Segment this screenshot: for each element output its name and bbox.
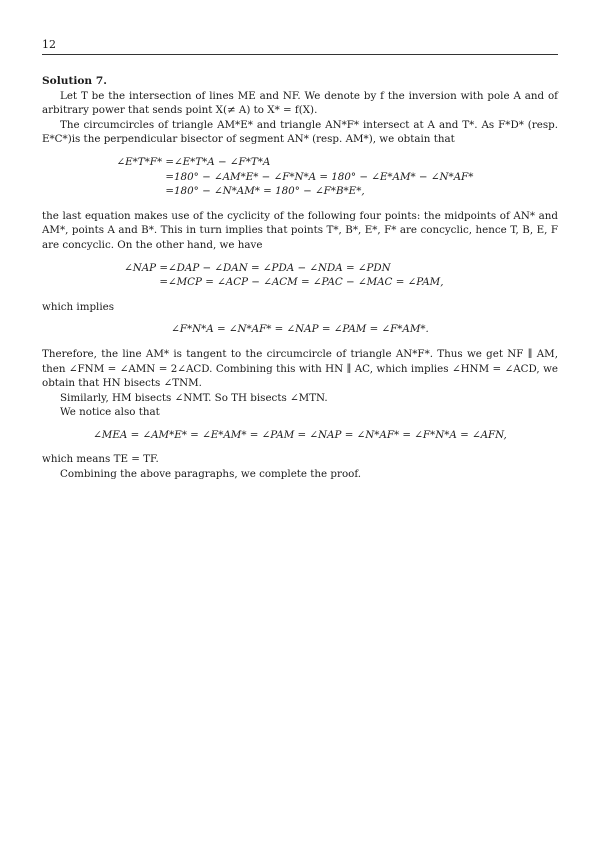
eq2-line2-rhs: ∠MCP = ∠ACP − ∠ACM = ∠PAC − ∠MAC = ∠PAM, <box>168 276 444 289</box>
paragraph-4: which implies <box>42 300 115 313</box>
equation-block-1 <box>42 155 558 199</box>
eq1-line1-lhs: ∠E*T*F* = <box>116 155 174 168</box>
solution-title: Solution 7. <box>42 75 107 87</box>
eq1-line2-rhs: 180° − ∠AM*E* − ∠F*N*A = 180° − ∠E*AM* − ∠N*AF* <box>174 170 474 183</box>
eq1-line3-rhs: 180° − ∠N*AM* = 180° − ∠F*B*E*, <box>174 185 365 198</box>
paragraph-6: Similarly, HM bisects ∠NMT. So TH bisects ∠MTN. <box>60 391 328 404</box>
page-number: 12 <box>42 38 56 51</box>
eq1-line1-rhs: ∠E*T*A − ∠F*T*A <box>174 155 271 168</box>
eq2-line2-lhs: = <box>159 276 168 289</box>
paragraph-5: Therefore, the line AM* is tangent to the circumcircle of triangle AN*F*. Thus we get NF ∥ AM, then ∠FNM = ∠AMN = 2∠ACD. Combining this with HN ∥ AC, which implies ∠HNM = ∠ACD, we obtain that HN bisects ∠TNM. <box>42 347 558 390</box>
header-rule <box>42 54 558 55</box>
equation-block-2 <box>42 261 558 290</box>
solution-body <box>42 74 558 482</box>
paragraph-3: the last equation makes use of the cyclicity of the following four points: the midpoints of AN* and AM*, points A and B*. This in turn implies that points T*, B*, E*, F* are concyclic, hence T, B, E, F are concyclic. On the other hand, we have <box>42 209 558 251</box>
eq2-line1-rhs: ∠DAP − ∠DAN = ∠PDA − ∠NDA = ∠PDN <box>168 261 391 274</box>
equation-4: ∠MEA = ∠AM*E* = ∠E*AM* = ∠PAM = ∠NAP = ∠N*AF* = ∠F*N*A = ∠AFN, <box>93 428 507 441</box>
paragraph-2: The circumcircles of triangle AM*E* and triangle AN*F* intersect at A and T*. As F*D* (resp. E*C*)is the perpendicular bisector of segment AN* (resp. AM*), we obtain that <box>42 118 558 146</box>
eq1-line3-lhs: = <box>165 185 174 198</box>
eq1-line2-lhs: = <box>165 170 174 183</box>
paragraph-7: We notice also that <box>60 406 160 419</box>
eq2-line1-lhs: ∠NAP = <box>124 261 168 274</box>
paragraph-8: which means TE = TF. <box>42 453 159 466</box>
paragraph-1: Let T be the intersection of lines ME and NF. We denote by f the inversion with pole A and of arbitrary power that sends point X(≠ A) to X* = f(X). <box>42 89 558 117</box>
equation-3: ∠F*N*A = ∠N*AF* = ∠NAP = ∠PAM = ∠F*AM*. <box>171 323 429 336</box>
paragraph-9: Combining the above paragraphs, we complete the proof. <box>60 468 362 481</box>
